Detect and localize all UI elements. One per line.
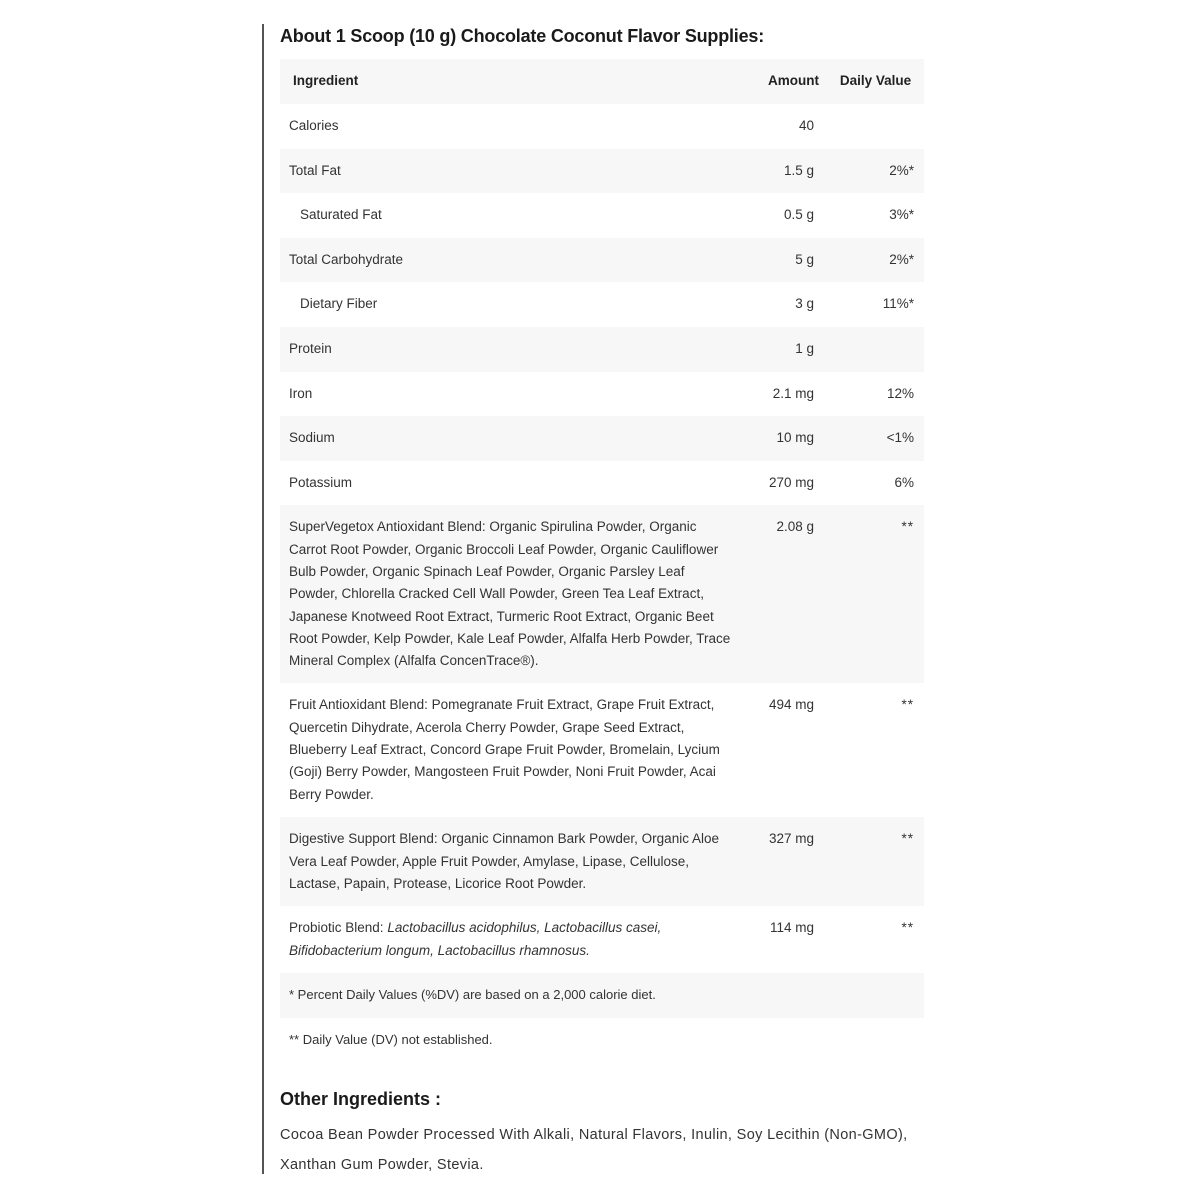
- row-dv: 12%: [886, 385, 914, 401]
- row-name: Protein: [289, 340, 332, 356]
- row-amount: 2.1 mg: [772, 385, 814, 401]
- probiotic-label: Probiotic Blend:: [289, 920, 388, 936]
- table-row-iron: [280, 372, 924, 417]
- table-row-total-fat: [280, 149, 924, 194]
- table-row-potassium: [280, 461, 924, 506]
- serving-heading: About 1 Scoop (10 g) Chocolate Coconut Flavor Supplies:: [280, 26, 765, 46]
- row-amount: 494 mg: [768, 697, 814, 713]
- row-dv: <1%: [886, 430, 914, 446]
- header-ingredient: Ingredient: [293, 73, 359, 89]
- row-dv: 3%*: [889, 207, 914, 223]
- table-row-supervegetox-blend: [280, 505, 924, 683]
- row-amount: 40: [798, 118, 814, 133]
- row-amount: 270 mg: [768, 474, 814, 490]
- row-dv: 11%*: [882, 296, 914, 312]
- table-row-calories: [280, 104, 924, 149]
- left-divider: [262, 24, 264, 1174]
- footnote-text: ** Daily Value (DV) not established.: [289, 1031, 493, 1047]
- row-amount: 10 mg: [776, 430, 814, 446]
- probiotic-strains: Lactobacillus acidophilus, Lactobacillus casei, Bifidobacterium longum, Lactobacillus rhamnosus.: [289, 920, 662, 958]
- nutrition-table: [280, 59, 924, 1063]
- table-row-probiotic-blend: [280, 906, 924, 973]
- row-amount: 327 mg: [768, 831, 814, 847]
- table-row-protein: [280, 327, 924, 372]
- row-name: Sodium: [289, 430, 335, 446]
- row-amount: 3 g: [795, 296, 814, 312]
- row-amount: 0.5 g: [783, 207, 814, 223]
- row-dv: **: [901, 697, 914, 713]
- row-dv: 6%: [894, 474, 914, 490]
- table-row-saturated-fat: [280, 193, 924, 238]
- row-amount: 114 mg: [769, 920, 814, 936]
- row-amount: 1 g: [795, 340, 814, 356]
- row-amount: 2.08 g: [776, 519, 814, 535]
- row-dv: **: [901, 920, 914, 936]
- row-name: Iron: [289, 385, 313, 401]
- footnote-dv-not-established: [280, 1018, 924, 1063]
- row-name: Dietary Fiber: [300, 296, 378, 312]
- header-daily-value: Daily Value: [839, 73, 912, 89]
- table-header: [280, 59, 924, 104]
- row-dv: 2%*: [889, 162, 914, 178]
- table-row-dietary-fiber: [280, 282, 924, 327]
- footnote-daily-values: [280, 973, 924, 1018]
- table-row-total-carbohydrate: [280, 238, 924, 283]
- row-name: Fruit Antioxidant Blend: Pomegranate Fruit Extract, Grape Fruit Extract, Quercetin Dihydrate, Acerola Cherry Powder, Grape Seed Extract, Blueberry Leaf Extract, Concord Grape Fruit Powder, Bromelain, Lycium (Goji) Berry Powder, Mangosteen Fruit Powder, Noni Fruit Powder, Acai Berry Powder.: [289, 697, 720, 802]
- row-name: Digestive Support Blend: Organic Cinnamon Bark Powder, Organic Aloe Vera Leaf Powder, Apple Fruit Powder, Amylase, Lipase, Cellulose, Lactase, Papain, Protease, Licorice Root Powder.: [289, 831, 719, 891]
- row-dv: **: [901, 519, 914, 535]
- row-name: [280, 917, 735, 962]
- row-name: Calories: [289, 118, 339, 133]
- header-amount: Amount: [768, 73, 819, 89]
- row-dv: **: [901, 831, 914, 847]
- table-row-sodium: [280, 416, 924, 461]
- other-ingredients-text: Cocoa Bean Powder Processed With Alkali, Natural Flavors, Inulin, Soy Lecithin (Non-GMO), Xanthan Gum Powder, Stevia.: [280, 1127, 908, 1173]
- table-row-fruit-antioxidant-blend: [280, 683, 924, 817]
- row-amount: 1.5 g: [783, 162, 814, 178]
- row-dv: 2%*: [889, 251, 914, 267]
- table-row-digestive-support-blend: [280, 817, 924, 906]
- row-name: Potassium: [289, 474, 353, 490]
- row-name: Total Fat: [289, 162, 341, 178]
- other-ingredients-title: Other Ingredients :: [280, 1089, 442, 1109]
- row-name: Total Carbohydrate: [289, 251, 404, 267]
- row-name: SuperVegetox Antioxidant Blend: Organic Spirulina Powder, Organic Carrot Root Powder, Organic Broccoli Leaf Powder, Organic Cauliflower Bulb Powder, Organic Spinach Leaf Powder, Organic Parsley Leaf Powder, Chlorella Cracked Cell Wall Powder, Green Tea Leaf Extract, Japanese Knotweed Root Extract, Turmeric Root Extract, Organic Beet Root Powder, Kelp Powder, Kale Leaf Powder, Alfalfa Herb Powder, Trace Mineral Complex (Alfalfa ConcenTrace®).: [289, 519, 731, 669]
- row-name: Saturated Fat: [300, 207, 382, 223]
- footnote-text: * Percent Daily Values (%DV) are based on a 2,000 calorie diet.: [289, 987, 656, 1003]
- row-amount: 5 g: [795, 251, 814, 267]
